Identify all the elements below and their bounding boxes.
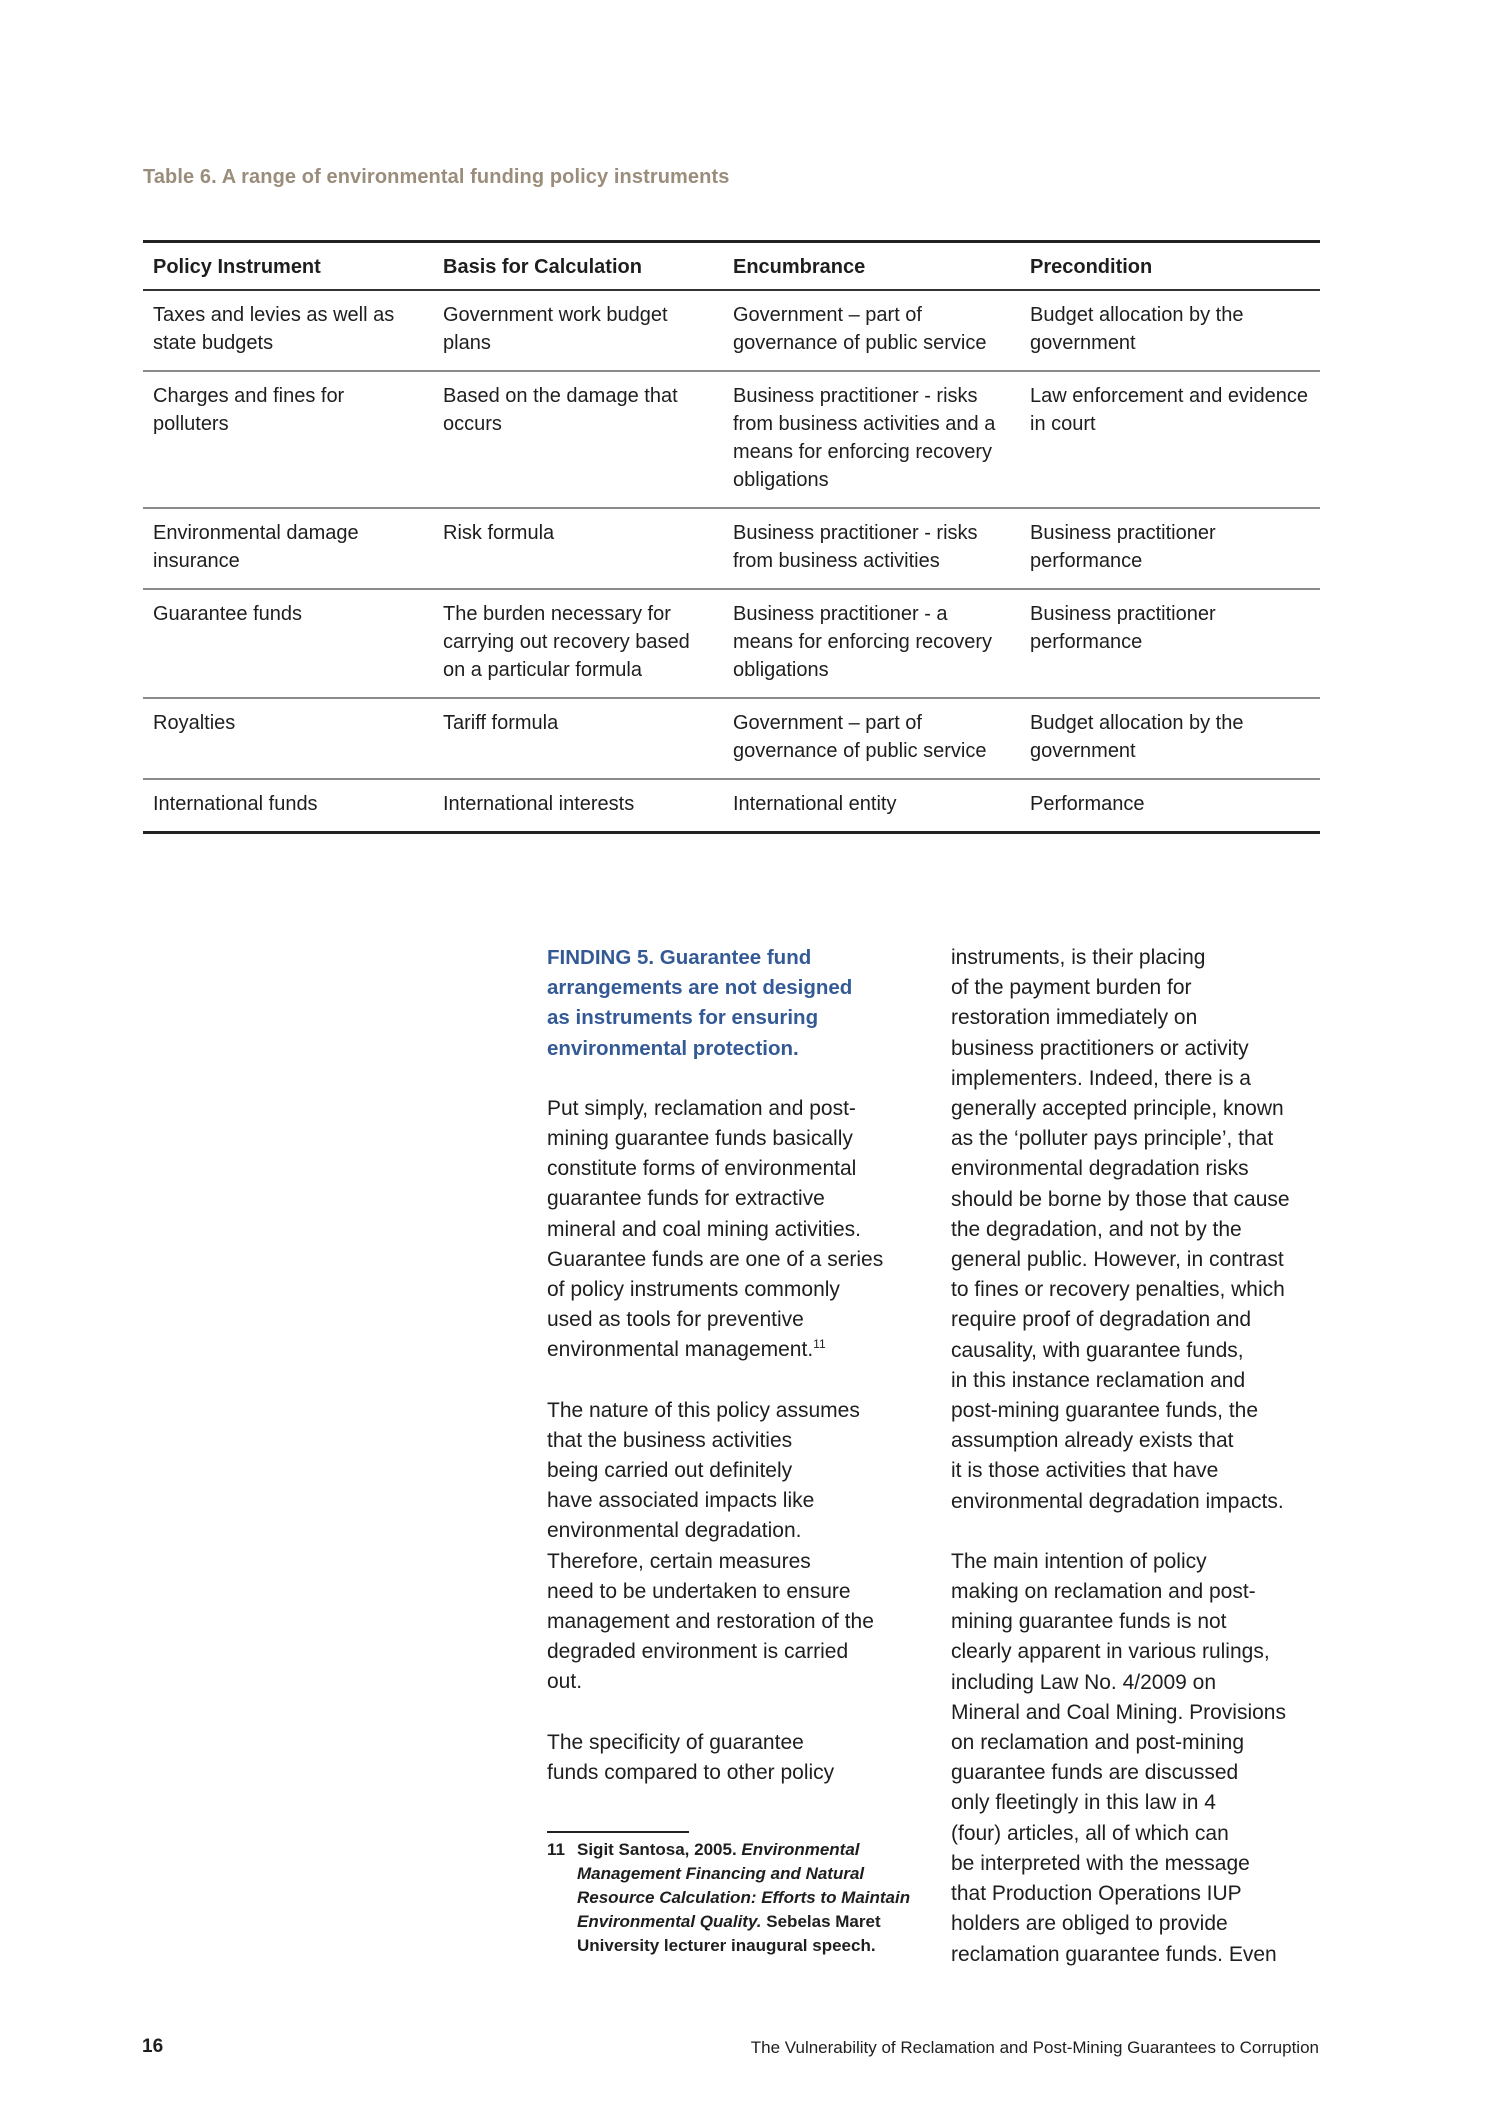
finding-line: arrangements are not designed (547, 976, 853, 1000)
paragraph (951, 1547, 1331, 1970)
page-number: 16 (142, 2036, 164, 2057)
body-column-left (547, 943, 927, 1788)
text-line: that the business activities (547, 1428, 793, 1452)
cell-policy-instrument: Taxes and levies as well as state budgets (153, 304, 395, 354)
text-line: funds compared to other policy (547, 1760, 835, 1784)
finding-line: as instruments for ensuring (547, 1006, 819, 1030)
text-line: mineral and coal mining activities. (547, 1217, 861, 1241)
text-line (547, 1335, 927, 1365)
paragraph (547, 1396, 927, 1698)
text-line: management and restoration of the (547, 1610, 874, 1634)
text-line: only fleetingly in this law in 4 (951, 1791, 1216, 1815)
column-header-policy-instrument: Policy Instrument (153, 256, 321, 278)
text-line: degraded environment is carried (547, 1640, 849, 1664)
text-line: being carried out definitely (547, 1459, 793, 1483)
running-footer-title: The Vulnerability of Reclamation and Post-Mining Guarantees to Corruption (750, 2038, 1319, 2057)
table-row (143, 371, 1320, 508)
finding-heading (547, 943, 927, 1064)
text-line: making on reclamation and post- (951, 1580, 1256, 1604)
table-header-row (143, 242, 1320, 291)
cell-basis: Risk formula (443, 522, 555, 544)
text-line: constitute forms of environmental (547, 1157, 857, 1181)
text-line: on reclamation and post-mining (951, 1731, 1244, 1755)
table-row (143, 589, 1320, 698)
paragraph (547, 1728, 927, 1788)
paragraph (951, 943, 1331, 1517)
text-line: the degradation, and not by the (951, 1217, 1242, 1241)
text-line: be interpreted with the message (951, 1851, 1250, 1875)
text-line: of policy instruments commonly (547, 1278, 840, 1302)
table-row (143, 290, 1320, 371)
cell-precondition: Business practitioner performance (1030, 603, 1216, 653)
footnote (547, 1838, 927, 1958)
text-line: mining guarantee funds is not (951, 1610, 1227, 1634)
text-line: have associated impacts like (547, 1489, 815, 1513)
column-header-precondition: Precondition (1030, 256, 1153, 278)
text-line: generally accepted principle, known (951, 1097, 1284, 1121)
cell-precondition: Performance (1030, 793, 1145, 815)
footnote-number: 11 (547, 1840, 565, 1859)
cell-encumbrance: Government – part of governance of public service (733, 712, 987, 762)
text-line: business practitioners or activity (951, 1036, 1249, 1060)
table-row (143, 508, 1320, 589)
cell-precondition: Budget allocation by the government (1030, 712, 1244, 762)
text-line: assumption already exists that (951, 1429, 1234, 1453)
text-line: guarantee funds for extractive (547, 1187, 825, 1211)
cell-encumbrance: Business practitioner - risks from business activities and a means for enforcing recovery obligations (733, 385, 996, 491)
footnote-reference[interactable]: 11 (813, 1337, 826, 1352)
text-line: Put simply, reclamation and post- (547, 1096, 856, 1120)
paragraph (547, 1094, 927, 1366)
text-line: The specificity of guarantee (547, 1730, 804, 1754)
text-line: used as tools for preventive (547, 1308, 804, 1332)
policy-instruments-table (143, 240, 1320, 834)
text-line: environmental degradation risks (951, 1157, 1249, 1181)
column-header-encumbrance: Encumbrance (733, 256, 866, 278)
cell-precondition: Business practitioner performance (1030, 522, 1216, 572)
cell-basis: Tariff formula (443, 712, 559, 734)
text-line: Therefore, certain measures (547, 1549, 811, 1573)
footnote-text (577, 1838, 927, 1958)
cell-precondition: Law enforcement and evidence in court (1030, 385, 1308, 435)
cell-encumbrance: Business practitioner - risks from business activities (733, 522, 978, 572)
text-line: instruments, is their placing (951, 946, 1206, 969)
text-line: (four) articles, all of which can (951, 1821, 1229, 1845)
text-line: reclamation guarantee funds. Even (951, 1942, 1277, 1966)
text-line: clearly apparent in various rulings, (951, 1640, 1270, 1664)
text-line: that Production Operations IUP (951, 1882, 1242, 1906)
footnote-work-title: Environmental Management Financing and Natural Resource Calculation: Efforts to Maintain Environmental Quality. (577, 1840, 911, 1931)
cell-policy-instrument: Environmental damage insurance (153, 522, 359, 572)
footnote-divider (547, 1831, 689, 1833)
text-line: general public. However, in contrast (951, 1248, 1284, 1272)
text-line: implementers. Indeed, there is a (951, 1066, 1251, 1090)
cell-precondition: Budget allocation by the government (1030, 304, 1244, 354)
text-line: The nature of this policy assumes (547, 1398, 860, 1422)
text-line: it is those activities that have (951, 1459, 1219, 1483)
cell-policy-instrument: Royalties (153, 712, 236, 734)
text-line: including Law No. 4/2009 on (951, 1670, 1217, 1694)
cell-policy-instrument: Guarantee funds (153, 603, 302, 625)
finding-line: environmental protection. (547, 1036, 799, 1060)
text-line: out. (547, 1670, 583, 1694)
footnote-rest: Sebelas Maret University lecturer inaugural speech. (577, 1912, 881, 1955)
table-row (143, 779, 1320, 833)
text-line: mining guarantee funds basically (547, 1127, 853, 1151)
footnote-author: Sigit Santosa, 2005. (577, 1840, 737, 1859)
text-line: environmental degradation impacts. (951, 1489, 1284, 1513)
text-line: should be borne by those that cause (951, 1187, 1290, 1211)
text-line: restoration immediately on (951, 1006, 1198, 1030)
cell-encumbrance: International entity (733, 793, 897, 815)
cell-encumbrance: Business practitioner - a means for enforcing recovery obligations (733, 603, 993, 681)
cell-basis: Based on the damage that occurs (443, 385, 678, 435)
text-line: post-mining guarantee funds, the (951, 1399, 1259, 1423)
body-column-right (951, 943, 1331, 1970)
column-header-basis-for-calculation: Basis for Calculation (443, 256, 642, 278)
cell-policy-instrument: Charges and fines for polluters (153, 385, 345, 435)
text-fragment: environmental management. (547, 1338, 814, 1362)
text-line: need to be undertaken to ensure (547, 1579, 851, 1603)
text-line: causality, with guarantee funds, (951, 1338, 1244, 1362)
text-line: Guarantee funds are one of a series (547, 1247, 884, 1271)
text-line: guarantee funds are discussed (951, 1761, 1239, 1785)
table-row (143, 698, 1320, 779)
text-line: Mineral and Coal Mining. Provisions (951, 1700, 1286, 1724)
text-line: require proof of degradation and (951, 1308, 1252, 1332)
text-line: to fines or recovery penalties, which (951, 1278, 1285, 1302)
text-line: as the ‘polluter pays principle’, that (951, 1127, 1274, 1151)
text-line: The main intention of policy (951, 1549, 1207, 1573)
text-line: of the payment burden for (951, 976, 1192, 1000)
cell-basis: International interests (443, 793, 635, 815)
table-title: Table 6. A range of environmental funding policy instruments (143, 166, 730, 188)
cell-policy-instrument: International funds (153, 793, 318, 815)
finding-line: FINDING 5. Guarantee fund (547, 946, 812, 969)
cell-basis: Government work budget plans (443, 304, 668, 354)
text-line: environmental degradation. (547, 1519, 802, 1543)
text-line: in this instance reclamation and (951, 1368, 1246, 1392)
cell-basis: The burden necessary for carrying out recovery based on a particular formula (443, 603, 690, 681)
text-line: holders are obliged to provide (951, 1912, 1228, 1936)
cell-encumbrance: Government – part of governance of public service (733, 304, 987, 354)
